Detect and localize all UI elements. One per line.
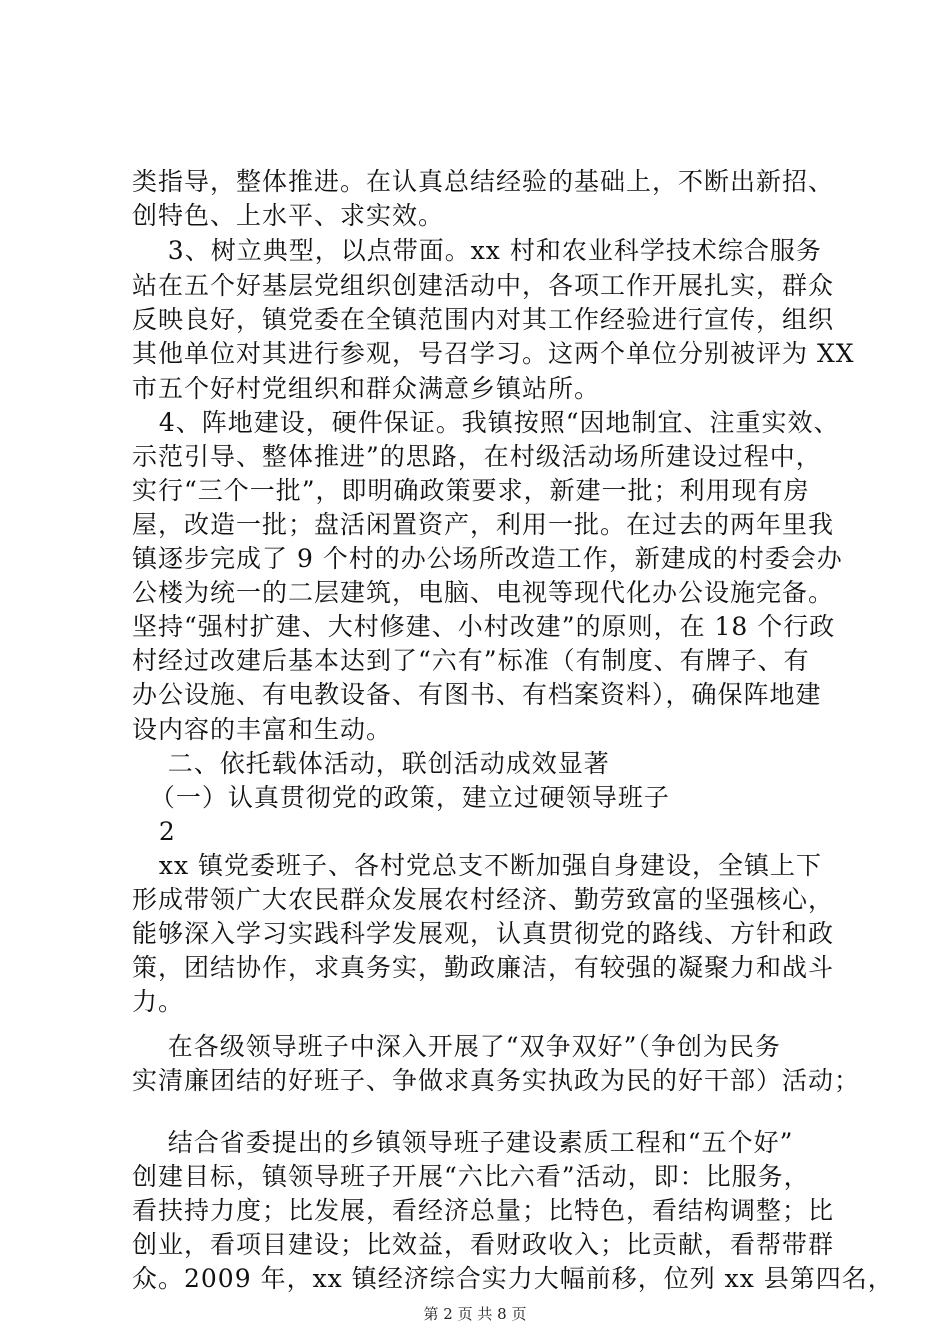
text-line: 创特色、上水平、求实效。 [132,201,445,230]
text-line: 屋，改造一批；盘活闲置资产，利用一批。在过去的两年里我 [132,510,835,539]
text-line: 能够深入学习实践科学发展观，认真贯彻党的路线、方针和政 [132,919,835,948]
text-line: 类指导，整体推进。在认真总结经验的基础上，不断出新招、 [132,167,835,196]
text-line: 村经过改建后基本达到了“六有”标准（有制度、有牌子、有 [132,646,810,675]
section-heading: 二、依托载体活动，联创活动成效显著 [132,749,610,778]
text-line: 示范引导、整体推进”的思路，在村级活动场所建设过程中， [132,442,822,471]
text-line: 众。2009 年，xx 镇经济综合实力大幅前移，位列 xx 县第四名， [132,1264,894,1293]
text-line: 在各级领导班子中深入开展了“双争双好”（争创为民务 [132,1032,781,1061]
text-line: 设内容的丰富和生动。 [132,715,393,744]
text-line: 创建目标，镇领导班子开展“六比六看”活动，即：比服务， [132,1162,810,1191]
text-line: 策，团结协作，求真务实，勤政廉洁，有较强的凝聚力和战斗 [132,953,835,982]
text-line: 4、阵地建设，硬件保证。我镇按照“因地制宜、注重实效、 [132,408,840,437]
text-line: 站在五个好基层党组织创建活动中，各项工作开展扎实，群众 [132,271,835,300]
page-number-inline: 2 [132,817,176,846]
text-line: 实行“三个一批”，即明确政策要求，新建一批；利用现有房 [132,476,810,505]
text-line: 镇逐步完成了 9 个村的办公场所改造工作，新建成的村委会办 [132,544,843,573]
text-line: 办公设施、有电教设备、有图书、有档案资料），确保阵地建 [132,680,822,709]
text-line: 创业，看项目建设；比效益，看财政收入；比贡献，看帮带群 [132,1230,835,1259]
text-line: 力。 [132,987,185,1016]
page-footer: 第 2 页 共 8 页 [423,1305,527,1323]
text-line: 反映良好，镇党委在全镇范围内对其工作经验进行宣传，组织 [132,305,835,334]
text-line: 公楼为统一的二层建筑，电脑、电视等现代化办公设施完备。 [132,578,835,607]
text-line: 市五个好村党组织和群众满意乡镇站所。 [132,374,601,403]
text-line: 实清廉团结的好班子、争做求真务实执政为民的好干部）活动； [132,1066,861,1095]
text-line: 其他单位对其进行参观，号召学习。这两个单位分别被评为 XX [132,339,855,368]
text-line: 形成带领广大农民群众发展农村经济、勤劳致富的坚强核心， [132,885,835,914]
text-line: xx 镇党委班子、各村党总支不断加强自身建设，全镇上下 [132,851,822,880]
text-line: 坚持“强村扩建、大村修建、小村改建”的原则，在 18 个行政 [132,612,836,641]
subsection-heading: （一）认真贯彻党的政策，建立过硬领导班子 [132,783,670,812]
text-line: 看扶持力度；比发展，看经济总量；比特色，看结构调整；比 [132,1196,835,1225]
text-line: 结合省委提出的乡镇领导班子建设素质工程和“五个好” [132,1128,794,1157]
text-line: 3、树立典型，以点带面。xx 村和农业科学技术综合服务 [132,236,822,265]
